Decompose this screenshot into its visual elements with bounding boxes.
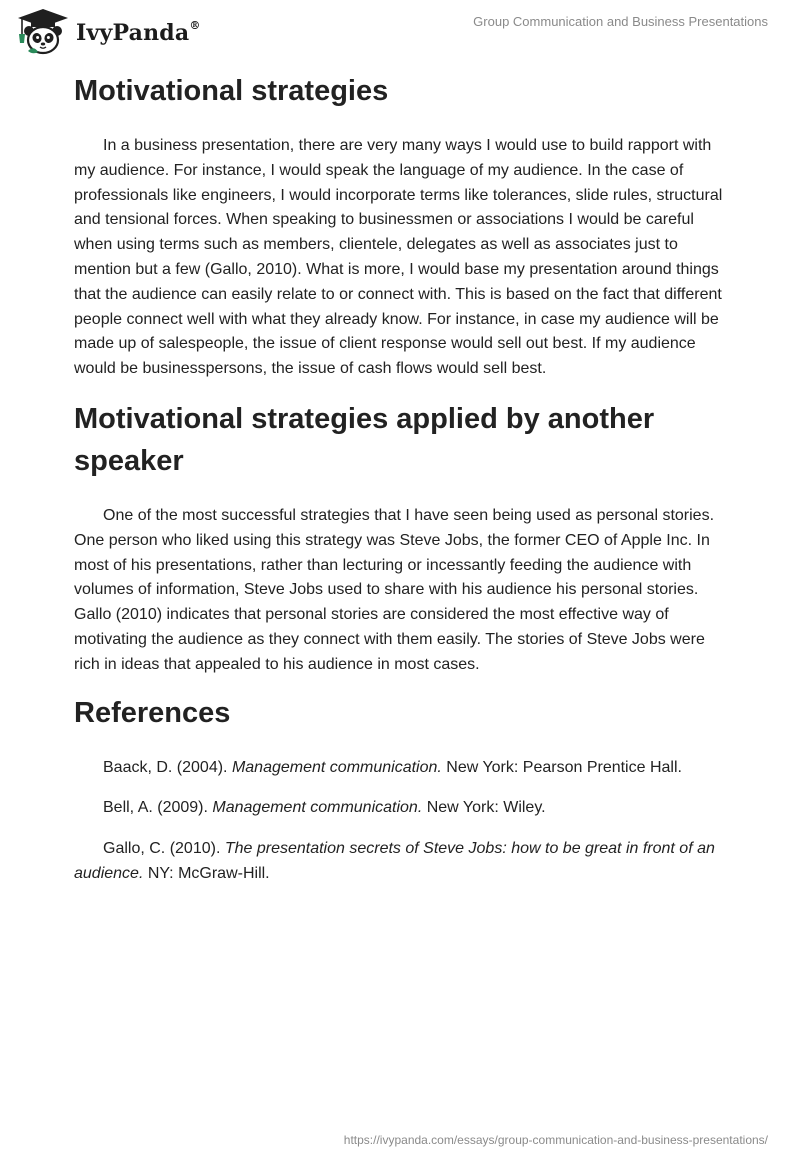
section-paragraph: One of the most successful strategies that I have seen being used as personal stories. One person who liked using this strategy was Steve Jobs, the former CEO of Apple Inc. In most of his presentations, rather than lecturing or incessantly feeding the audience with volumes of information, Steve Jobs used to share with his audience his personal stories. Gallo (2010) indicates that personal stories are considered the most effective way of motivating the audience as they connect with them easily. The stories of Steve Jobs were rich in ideas that appealed to his audience in most cases. xyxy=(74,506,715,673)
section-heading: Motivational strategies applied by another speaker xyxy=(74,402,655,477)
source-url-link[interactable]: https://ivypanda.com/essays/group-communication-and-business-presentations/ xyxy=(343,1133,768,1147)
page-header xyxy=(0,0,800,60)
panda-graduate-icon xyxy=(14,7,72,57)
reference-item xyxy=(74,756,724,781)
reference-author: Baack, D. (2004). xyxy=(103,758,232,776)
ivypanda-logo[interactable] xyxy=(14,7,201,57)
brand-text: IvyPanda xyxy=(76,20,190,46)
section-paragraph: In a business presentation, there are very many ways I would use to build rapport with my audience. For instance, I would speak the language of my audience. In the case of professionals like engineers, I would incorporate terms like tolerances, slide rules, structural and tensional forces. When speaking to businessmen or associations I would be careful when using terms such as members, clientele, delegates as well as associates just to mention but a few (Gallo, 2010). What is more, I would base my presentation around things that the audience can easily relate to or connect with. This is based on the fact that different people connect well with what they already know. For instance, in case my audience will be made up of salespeople, the issue of client response would sell out best. If my audience would be businesspersons, the issue of cash flows would sell best. xyxy=(74,137,723,378)
reference-author: Gallo, C. (2010). xyxy=(103,840,225,858)
references-heading: References xyxy=(74,696,231,729)
reference-author: Bell, A. (2009). xyxy=(103,799,213,817)
reference-title: The presentation secrets of Steve Jobs: how to be great in front of an audience. xyxy=(74,840,715,882)
reference-item xyxy=(74,796,724,821)
reference-publisher: NY: McGraw-Hill. xyxy=(143,864,270,882)
reference-publisher: New York: Pearson Prentice Hall. xyxy=(441,758,682,776)
reference-title: Management communication. xyxy=(231,758,442,776)
reference-publisher: New York: Wiley. xyxy=(422,799,546,817)
reference-title: Management communication. xyxy=(212,799,423,817)
reference-item xyxy=(74,837,724,887)
registered-mark: ® xyxy=(189,18,201,32)
document-title: Group Communication and Business Presentations xyxy=(473,14,768,29)
section-heading: Motivational strategies xyxy=(74,75,389,107)
brand-name xyxy=(76,20,201,46)
essay-content xyxy=(74,68,724,903)
